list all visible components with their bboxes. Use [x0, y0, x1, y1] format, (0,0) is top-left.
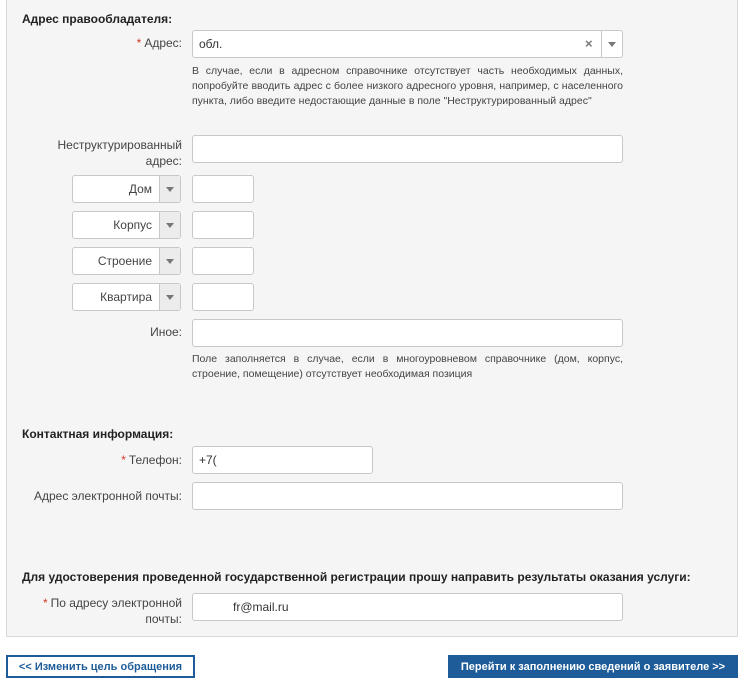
structure-type-label: Строение	[97, 254, 152, 268]
address-hint: В случае, если в адресном справочнике отсутствует часть необходимых данных, попробуйте вводить адрес с более низкого адресного уровня, например, с населенного пункта, либо введите недостающие данные в поле "Неструктурированный адрес"	[192, 65, 623, 107]
result-email-label-line2: почты:	[145, 612, 182, 626]
email-input[interactable]	[192, 482, 623, 510]
other-hint: Поле заполняется в случае, если в многоуровневом справочнике (дом, корпус, строение, помещение) отсутствует необходимая позиция	[192, 353, 623, 380]
address-select[interactable]	[192, 30, 623, 58]
required-mark: *	[136, 36, 142, 50]
chevron-down-icon[interactable]	[159, 248, 180, 274]
result-email-input[interactable]: fr@mail.ru	[192, 593, 623, 621]
result-email-label-line1: По адресу электронной	[50, 596, 182, 610]
address-label	[20, 35, 182, 51]
house-type-select[interactable]	[72, 175, 181, 203]
result-section-title: Для удостоверения проведенной государственной регистрации прошу направить результаты оказания услуги:	[22, 570, 691, 584]
chevron-down-icon[interactable]	[601, 31, 622, 57]
contact-section-title: Контактная информация:	[22, 427, 174, 441]
address-label-text: Адрес:	[144, 36, 182, 50]
building-input[interactable]	[192, 211, 254, 239]
apartment-input[interactable]	[192, 283, 254, 311]
house-type-label: Дом	[128, 182, 152, 196]
chevron-down-icon[interactable]	[159, 284, 180, 310]
building-type-label: Корпус	[113, 218, 152, 232]
address-section-title: Адрес правообладателя:	[22, 12, 173, 26]
other-label: Иное:	[150, 325, 182, 339]
phone-label-text: Телефон:	[128, 453, 182, 467]
other-input[interactable]	[192, 319, 623, 347]
clear-icon[interactable]: ×	[585, 36, 593, 51]
result-email-label	[20, 595, 182, 627]
required-mark: *	[121, 453, 126, 467]
apartment-type-select[interactable]	[72, 283, 181, 311]
structure-input[interactable]	[192, 247, 254, 275]
phone-input[interactable]: +7(	[192, 446, 373, 474]
house-input[interactable]	[192, 175, 254, 203]
required-mark: *	[42, 596, 48, 610]
chevron-down-icon[interactable]	[159, 176, 180, 202]
apartment-type-label: Квартира	[100, 290, 152, 304]
address-select-value: обл.	[199, 37, 223, 51]
email-label: Адрес электронной почты:	[33, 489, 182, 503]
unstructured-address-label	[20, 137, 182, 169]
change-purpose-button[interactable]: << Изменить цель обращения	[6, 655, 195, 678]
unstructured-address-input[interactable]	[192, 135, 623, 163]
unstructured-address-label-line2: адрес:	[145, 154, 182, 168]
chevron-down-icon[interactable]	[159, 212, 180, 238]
structure-type-select[interactable]	[72, 247, 181, 275]
phone-label	[20, 452, 182, 468]
next-applicant-button[interactable]: Перейти к заполнению сведений о заявителе >>	[448, 655, 738, 678]
unstructured-address-label-line1: Неструктурированный	[57, 138, 182, 152]
building-type-select[interactable]	[72, 211, 181, 239]
